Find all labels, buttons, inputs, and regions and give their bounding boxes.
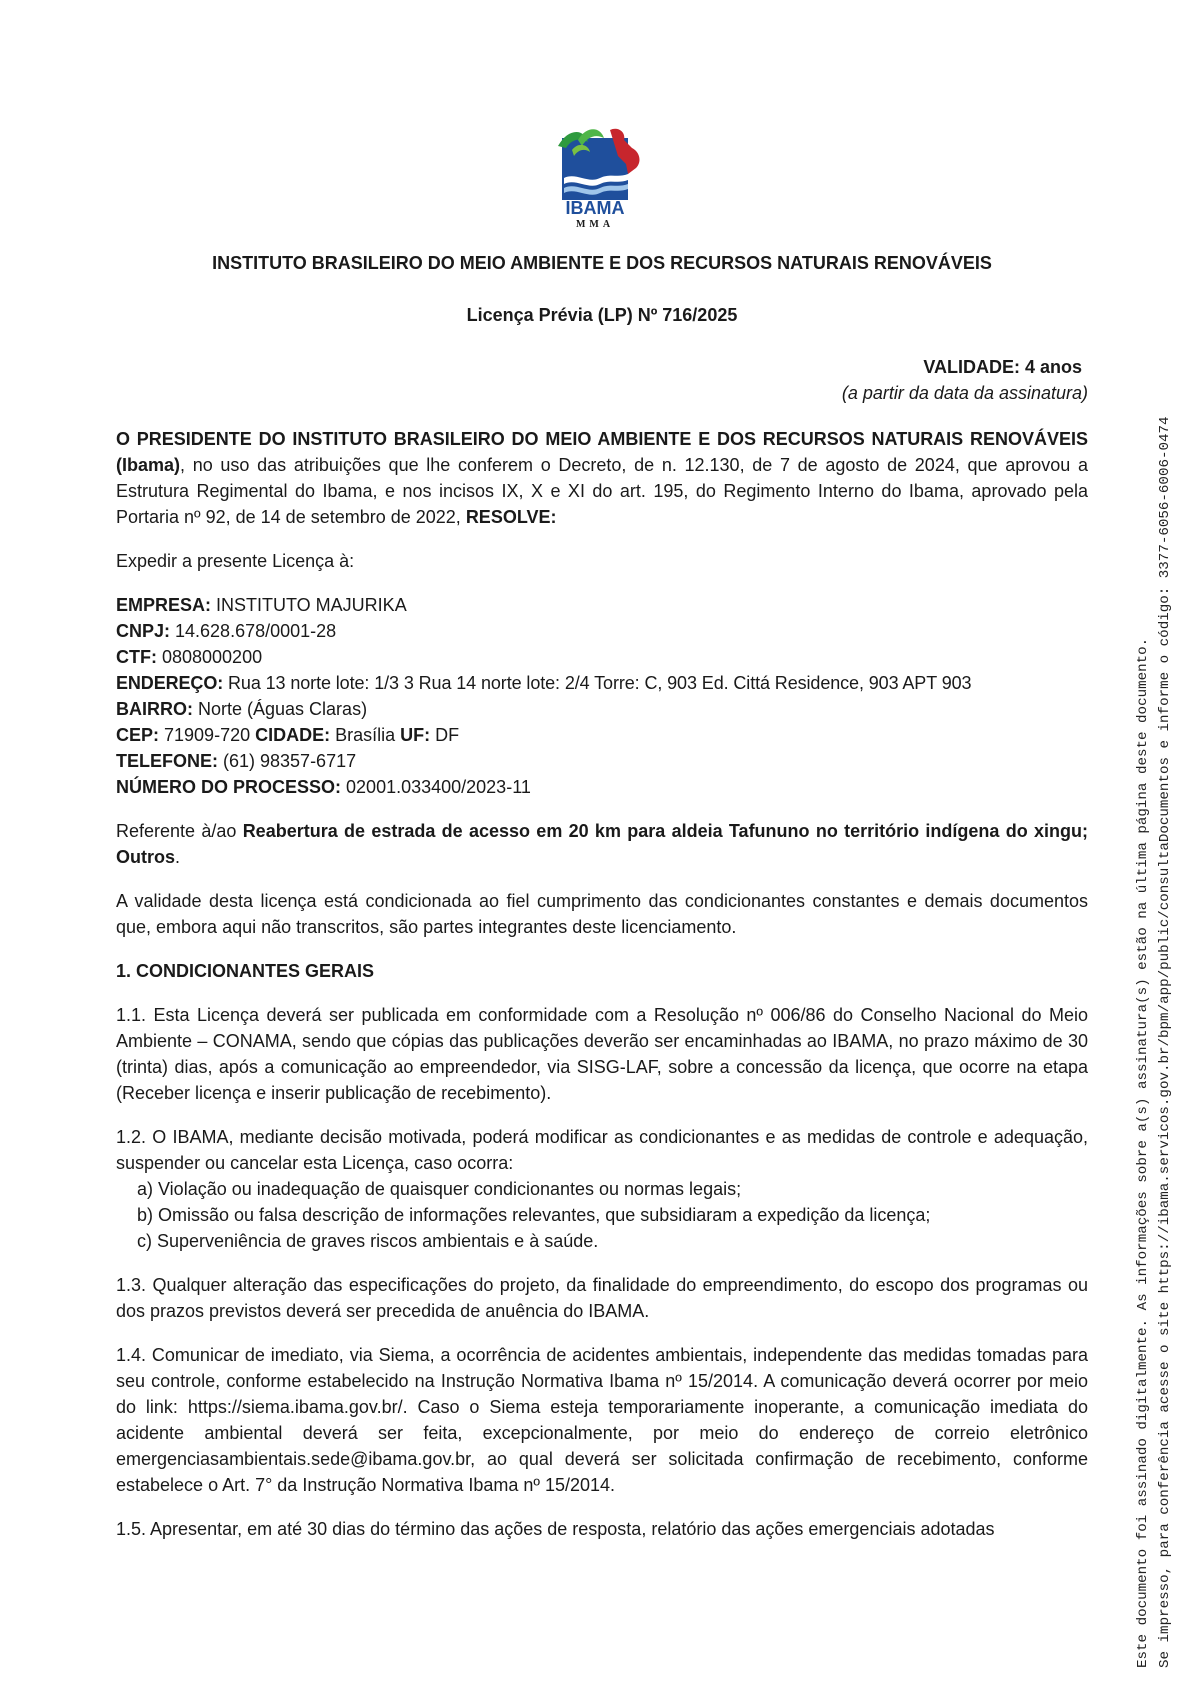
telefone-value: (61) 98357-6717 <box>218 751 357 771</box>
company-fields <box>116 592 1088 800</box>
field-processo <box>116 774 1088 800</box>
ctf-value: 0808000200 <box>156 647 263 667</box>
endereco-value: Rua 13 norte lote: 1/3 3 Rua 14 norte lote: 2/4 Torre: C, 903 Ed. Cittá Residence, 903 APT 903 <box>223 673 972 693</box>
referente-prefix: Referente à/ao <box>116 821 243 841</box>
mma-logo-text: MMA <box>575 219 615 230</box>
institute-heading: INSTITUTO BRASILEIRO DO MEIO AMBIENTE E DOS RECURSOS NATURAIS RENOVÁVEIS <box>212 253 992 273</box>
condition-1-1: 1.1. Esta Licença deverá ser publicada em conformidade com a Resolução nº 006/86 do Conselho Nacional do Meio Ambiente – CONAMA, sendo que cópias das publicações deverão ser encaminhadas ao IBAMA, no prazo máximo de 30 (trinta) dias, após a comunicação ao empreendedor, via SISG-LAF, sobre a concessão da licença, que ocorre na etapa (Receber licença e inserir publicação de recebimento). <box>116 1005 1088 1103</box>
bairro-value: Norte (Águas Claras) <box>193 699 368 719</box>
bairro-label: BAIRRO: <box>116 699 193 719</box>
condition-1-2-item-b: b) Omissão ou falsa descrição de informações relevantes, que subsidiaram a expedição da licença; <box>137 1205 931 1225</box>
cep-label: CEP: <box>116 725 160 745</box>
condition-1-2-item-c: c) Superveniência de graves riscos ambientais e à saúde. <box>137 1231 599 1251</box>
section-title: 1. CONDICIONANTES GERAIS <box>116 961 375 981</box>
field-cep-cidade-uf <box>116 722 1088 748</box>
intro-body: , no uso das atribuições que lhe conferem o Decreto, de n. 12.130, de 7 de agosto de 2024, que aprovou a Estrutura Regimental do Ibama, e nos incisos IX, X e XI do art. 195, do Regimento Interno do Ibama, aprovado pela Portaria nº 92, de 14 de setembro de 2022, <box>116 455 1088 527</box>
field-telefone <box>116 748 1088 774</box>
intro-lead: O PRESIDENTE DO INSTITUTO BRASILEIRO DO MEIO AMBIENTE E DOS RECURSOS NATURAIS RENOVÁVEIS (Ibama) <box>116 429 1088 475</box>
digital-signature-note <box>1132 228 1176 1668</box>
document-body <box>116 250 1088 1542</box>
referente-suffix: . <box>175 847 181 867</box>
telefone-label: TELEFONE: <box>116 751 218 771</box>
condition-1-3: 1.3. Qualquer alteração das especificações do projeto, da finalidade do empreendimento, do escopo dos programas ou dos prazos previstos deverá ser precedida de anuência do IBAMA. <box>116 1275 1088 1321</box>
cnpj-label: CNPJ: <box>116 621 171 641</box>
cep-value: 71909-720 <box>159 725 256 745</box>
validity-note: (a partir da data da assinatura) <box>841 383 1088 403</box>
processo-value: 02001.033400/2023-11 <box>341 777 531 797</box>
ibama-logo <box>548 118 654 230</box>
uf-label: UF: <box>400 725 431 745</box>
ibama-logo-mark <box>548 118 654 230</box>
condition-1-2-item-a: a) Violação ou inadequação de quaisquer condicionantes ou normas legais; <box>137 1179 742 1199</box>
uf-value: DF <box>430 725 460 745</box>
validade-paragraph: A validade desta licença está condicionada ao fiel cumprimento das condicionantes constantes e demais documentos que, embora aqui não transcritos, são partes integrantes deste licenciamento. <box>116 891 1088 937</box>
resolve-word: RESOLVE: <box>465 507 557 527</box>
condition-1-2 <box>116 1124 1088 1254</box>
side-note-line-1: Este documento foi assinado digitalmente. As informações sobre a(s) assinatura(s) estão na última página deste documento. <box>1135 637 1151 1668</box>
ctf-label: CTF: <box>116 647 157 667</box>
field-bairro <box>116 696 1088 722</box>
licence-title: Licença Prévia (LP) Nº 716/2025 <box>466 305 738 325</box>
condition-1-4: 1.4. Comunicar de imediato, via Siema, a ocorrência de acidentes ambientais, independente das medidas tomadas para seu controle, conforme estabelecido na Instrução Normativa Ibama nº 15/2014. A comunicação deverá ocorrer por meio do link: https://siema.ibama.gov.br/. Caso o Siema esteja temporariamente inoperante, a comunicação imediata do acidente ambiental deverá ser feita, excepcionalmente, por meio do endereço de correio eletrônico emergenciasambientais.sede@ibama.gov.br, ao qual deverá ser solicitada confirmação de recebimento, conforme estabelece o Art. 7° da Instrução Normativa Ibama nº 15/2014. <box>116 1345 1088 1495</box>
processo-label: NÚMERO DO PROCESSO: <box>116 777 342 797</box>
endereco-label: ENDEREÇO: <box>116 673 224 693</box>
cidade-label: CIDADE: <box>255 725 331 745</box>
intro-paragraph <box>116 426 1088 530</box>
cidade-value: Brasília <box>330 725 401 745</box>
side-note-line-2: Se impresso, para conferência acesse o site https://ibama.servicos.gov.br/bpm/app/public/consultaDocumentos e informe o código: 3377-6056-6006-0474 <box>1157 416 1173 1668</box>
field-empresa <box>116 592 1088 618</box>
field-cnpj <box>116 618 1088 644</box>
condition-1-2-items <box>116 1176 1088 1254</box>
cnpj-value: 14.628.678/0001-28 <box>170 621 337 641</box>
validity-label: VALIDADE: 4 anos <box>923 357 1082 377</box>
field-endereco <box>116 670 1088 696</box>
ibama-logo-text: IBAMA <box>565 198 625 218</box>
validity-block <box>116 354 1088 406</box>
empresa-value: INSTITUTO MAJURIKA <box>211 595 407 615</box>
condition-1-2-text: 1.2. O IBAMA, mediante decisão motivada, poderá modificar as condicionantes e as medidas de controle e adequação, suspender ou cancelar esta Licença, caso ocorra: <box>116 1127 1088 1173</box>
empresa-label: EMPRESA: <box>116 595 212 615</box>
field-ctf <box>116 644 1088 670</box>
expedir-paragraph: Expedir a presente Licença à: <box>116 551 355 571</box>
referente-subject: Reabertura de estrada de acesso em 20 km para aldeia Tafununo no território indígena do xingu; Outros <box>116 821 1088 867</box>
referente-paragraph <box>116 818 1088 870</box>
condition-1-5: 1.5. Apresentar, em até 30 dias do término das ações de resposta, relatório das ações emergenciais adotadas <box>116 1519 995 1539</box>
